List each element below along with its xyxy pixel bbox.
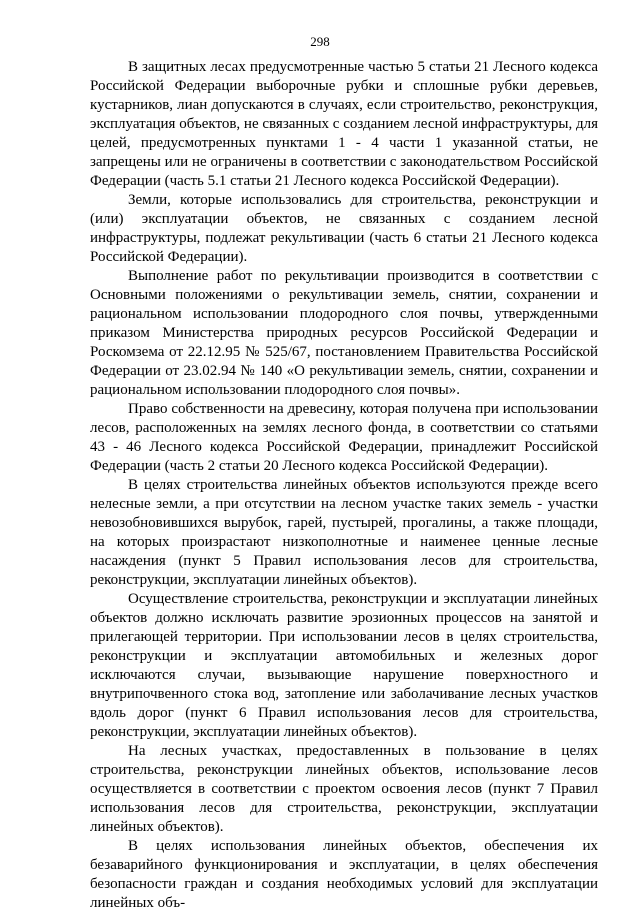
paragraph-protective-forests: В защитных лесах предусмотренные частью 5 статьи 21 Лесного кодекса Российской Федерации выборочные рубки и сплошные рубки деревьев, кустарников, лиан допускаются в случаях, если строительство, реконструкция, эксплуатация объектов, не связанных с созданием лесной инфраструктуры, для целей, предусмотренных пунктами 1 - 4 части 1 указанной статьи, не запрещены или не ограничены в соответствии с законодательством Российской Федерации (часть 5.1 статьи 21 Лесного кодекса Российской Федерации). (90, 59, 598, 189)
document-body (90, 58, 598, 913)
paragraph-erosion-prevention: Осуществление строительства, реконструкции и эксплуатации линейных объектов должно исключать развитие эрозионных процессов на занятой и прилегающей территории. При использовании лесов в целях строительства, реконструкции и эксплуатации автомобильных и железных дорог исключаются случаи, вызывающие нарушение поверхностного и внутрипочвенного стока вод, затопление или заболачивание лесных участков вдоль дорог (пункт 6 Правил использования лесов для строительства, реконструкции, эксплуатации линейных объектов). (90, 591, 598, 740)
paragraph-recultivation-procedure: Выполнение работ по рекультивации производится в соответствии с Основными положениями о рекультивации земель, снятии, сохранении и рациональном использовании плодородного слоя почвы, утвержденными приказом Министерства природных ресурсов Российской Федерации и Роскомзема от 22.12.95 № 525/67, постановлением Правительства Российской Федерации от 23.02.94 № 140 «О рекультивации земель, снятии, сохранении и рациональном использовании плодородного слоя почвы». (90, 268, 598, 398)
paragraph-linear-objects-land-choice: В целях строительства линейных объектов используются прежде всего нелесные земли, а при отсутствии на лесном участке таких земель - участки невозобновившихся вырубок, гарей, пустырей, прогалины, а также площади, на которых произрастают низкополнотные и наименее ценные лесные насаждения (пункт 5 Правил использования лесов для строительства, реконструкции, эксплуатации линейных объектов). (90, 477, 598, 588)
paragraph-forest-development-project: На лесных участках, предоставленных в пользование в целях строительства, реконструкции линейных объектов, использование лесов осуществляется в соответствии с проектом освоения лесов (пункт 7 Правил использования лесов для строительства, реконструкции, эксплуатации линейных объектов). (90, 743, 598, 835)
paragraph-timber-ownership: Право собственности на древесину, которая получена при использовании лесов, расположенных на землях лесного фонда, в соответствии со статьями 43 - 46 Лесного кодекса Российской Федерации, принадлежит Российской Федерации (часть 2 статьи 20 Лесного кодекса Российской Федерации). (90, 401, 598, 474)
paragraph-linear-objects-use: В целях использования линейных объектов, обеспечения их безаварийного функционирования и эксплуатации, в целях обеспечения безопасности граждан и создания необходимых условий для эксплуатации линейных объ- (90, 838, 598, 911)
paragraph-land-recultivation-requirement: Земли, которые использовались для строительства, реконструкции и (или) эксплуатации объектов, не связанных с созданием лесной инфраструктуры, подлежат рекультивации (часть 6 статьи 21 Лесного кодекса Российской Федерации). (90, 192, 598, 265)
page-number: 298 (310, 34, 330, 49)
